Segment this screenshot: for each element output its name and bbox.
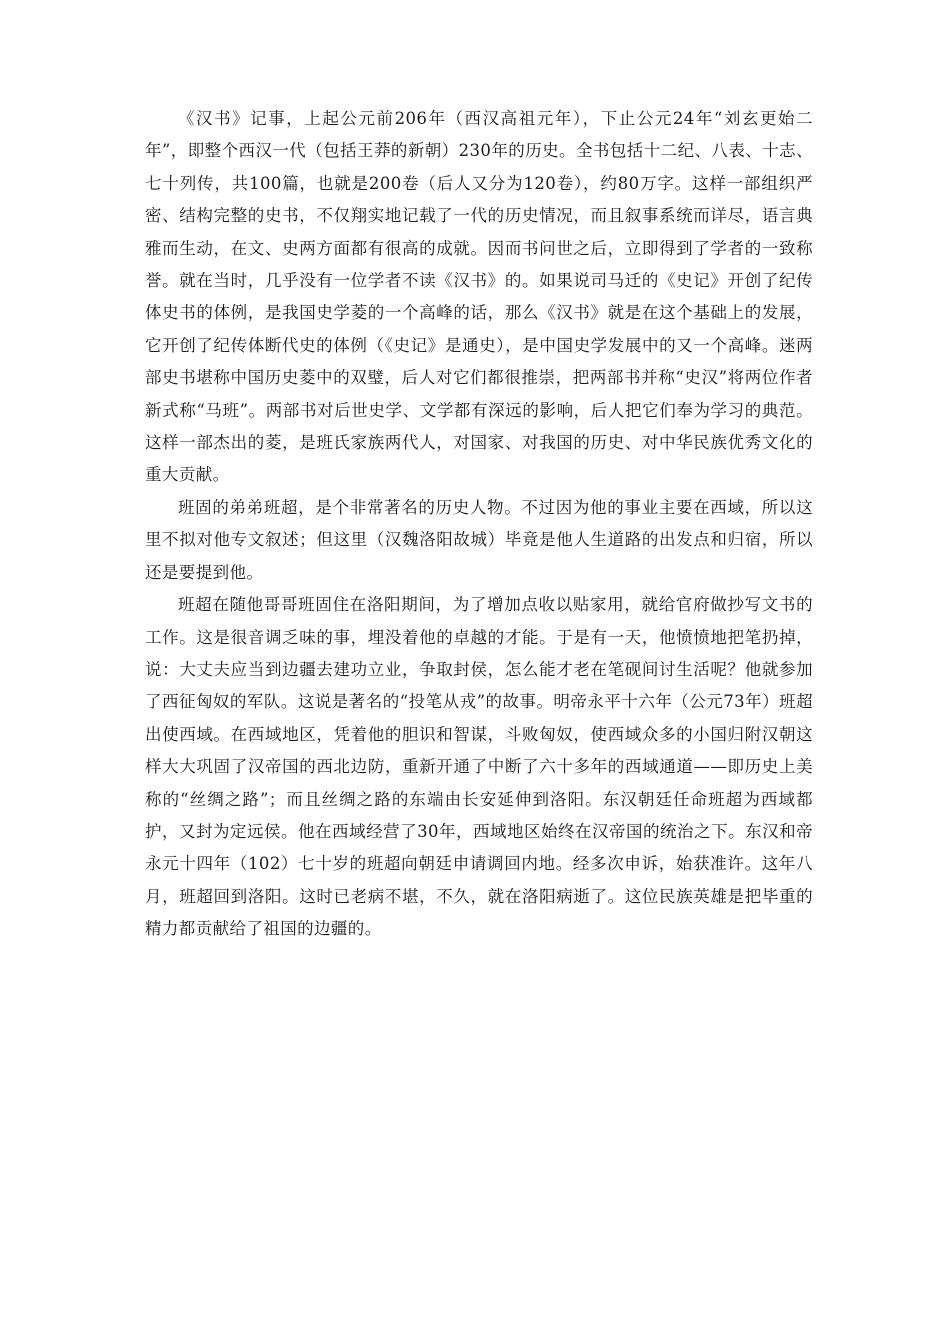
paragraph-hanshu: 《汉书》记事，上起公元前206年（西汉高祖元年），下止公元24年“刘玄更始二年”，即整个西汉一代（包括王莽的新朝）230年的历史。全书包括十二纪、八表、十志、七十列传，共100篇，也就是200卷（后人又分为120卷），约80万字。这样一部组织严密、结构完整的史书，不仅翔实地记载了一代的历史情况，而且叙事系统而详尽，语言典雅而生动，在文、史两方面都有很高的成就。因而书问世之后，立即得到了学者的一致称誉。就在当时，几乎没有一位学者不读《汉书》的。如果说司马迁的《史记》开创了纪传体史书的体例，是我国史学菱的一个高峰的话，那么《汉书》就是在这个基础上的发展，它开创了纪传体断代史的体例（《史记》是通史），是中国史学发展中的又一个高峰。迷两部史书堪称中国历史菱中的双璧，后人对它们都很推崇，把两部书并称“史汉”将两位作者新式称“马班”。两部书对后世史学、文学都有深远的影响，后人把它们奉为学习的典范。这样一部杰出的菱，是班氏家族两代人，对国家、对我国的历史、对中华民族优秀文化的重大贡献。 xyxy=(145,109,813,485)
document-body xyxy=(145,103,813,946)
paragraph-ban-chao-intro: 班固的弟弟班超，是个非常著名的历史人物。不过因为他的事业主要在西域，所以这里不拟对他专文叙述；但这里（汉魏洛阳故城）毕竟是他人生道路的出发点和归宿，所以还是要提到他。 xyxy=(145,497,813,582)
paragraph-ban-chao-story: 班超在随他哥哥班固住在洛阳期间，为了增加点收以贴家用，就给官府做抄写文书的工作。这是很音调乏味的事，埋没着他的卓越的才能。于是有一天，他愤愤地把笔扔掉，说：大丈夫应当到边疆去建功立业，争取封侯，怎么能才老在笔砚间讨生活呢？他就参加了西征匈奴的军队。这说是著名的“投笔从戎”的故事。明帝永平十六年（公元73年）班超出使西域。在西域地区，凭着他的胆识和智谋，斗败匈奴，使西域众多的小国归附汉朝这样大大巩固了汉帝国的西北边防，重新开通了中断了六十多年的西域通道——即历史上美称的“丝绸之路”；而且丝绸之路的东端由长安延伸到洛阳。东汉朝廷任命班超为西域都护，又封为定远侯。他在西域经营了30年，西域地区始终在汉帝国的统治之下。东汉和帝永元十四年（102）七十岁的班超向朝廷申请调回内地。经多次申诉，始获准许。这年八月，班超回到洛阳。这时已老病不堪，不久，就在洛阳病逝了。这位民族英雄是把毕重的精力都贡献给了祖国的边疆的。 xyxy=(145,595,813,939)
